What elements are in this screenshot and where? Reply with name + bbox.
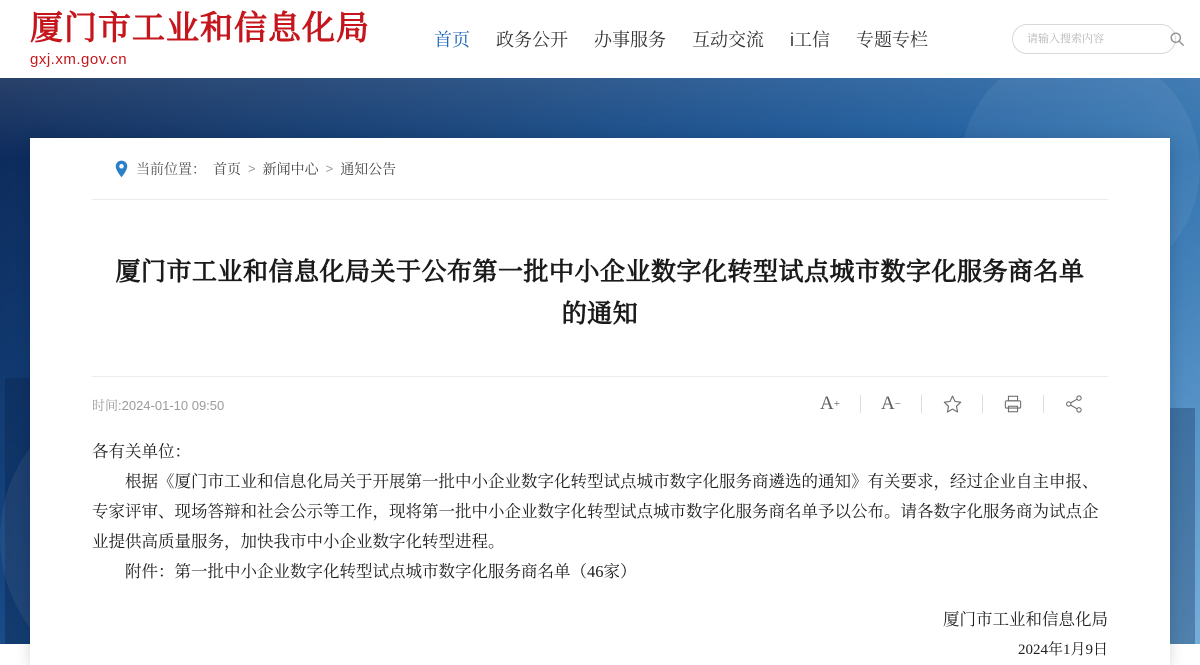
nav-item-interaction[interactable]: 互动交流 bbox=[692, 30, 764, 50]
breadcrumb-label: 当前位置： bbox=[136, 160, 206, 177]
article-toolbar bbox=[806, 391, 1098, 417]
toolbar-divider-1 bbox=[860, 395, 861, 413]
font-increase-button[interactable] bbox=[806, 391, 854, 417]
page-title: 厦门市工业和信息化局关于公布第一批中小企业数字化转型试点城市数字化服务商名单的通知 bbox=[115, 259, 1085, 328]
toolbar-divider-3 bbox=[982, 395, 983, 413]
font-increase-label: A bbox=[820, 393, 834, 414]
breadcrumb bbox=[92, 138, 1108, 200]
article-meta-row bbox=[92, 376, 1108, 431]
search-input[interactable] bbox=[1027, 33, 1169, 45]
breadcrumb-separator-1: > bbox=[248, 161, 256, 176]
breadcrumb-item-announcements[interactable]: 通知公告 bbox=[340, 160, 397, 177]
article-signature-block bbox=[92, 587, 1108, 665]
printer-icon bbox=[1003, 394, 1023, 414]
logo-domain: gxj.xm.gov.cn bbox=[30, 51, 128, 68]
nav-item-home[interactable]: 首页 bbox=[434, 30, 470, 50]
article-paragraph-1: 根据《厦门市工业和信息化局关于开展第一批中小企业数字化转型试点城市数字化服务商遴选的通知》有关要求，经过企业自主申报、专家评审、现场答辩和社会公示等工作，现将第一批中小企业数字化转型试点城市数字化服务商名单予以公布。请各数字化服务商为试点企业提供高质量服务，加快我市中小企业数字化转型进程。 bbox=[92, 472, 1099, 551]
signature-date: 2024年1月9日 bbox=[1017, 642, 1108, 658]
article-body bbox=[92, 431, 1108, 587]
salutation: 各有关单位： bbox=[92, 442, 191, 461]
search-icon[interactable] bbox=[1169, 31, 1185, 47]
breadcrumb-separator-2: > bbox=[325, 161, 334, 176]
article-card bbox=[30, 138, 1170, 665]
page-banner bbox=[0, 78, 1200, 658]
main-nav bbox=[434, 26, 1012, 52]
breadcrumb-item-news-center[interactable]: 新闻中心 bbox=[262, 160, 319, 177]
favorite-button[interactable] bbox=[928, 391, 976, 417]
breadcrumb-item-home[interactable]: 首页 bbox=[213, 160, 241, 177]
nav-item-special-topics[interactable]: 专题专栏 bbox=[856, 30, 928, 50]
logo-title: 厦门市工业和信息化局 bbox=[30, 11, 370, 47]
site-logo[interactable] bbox=[30, 10, 422, 68]
location-pin-icon bbox=[114, 160, 129, 178]
nav-item-government-affairs[interactable]: 政务公开 bbox=[496, 30, 568, 50]
font-decrease-label: A bbox=[881, 393, 895, 414]
print-button[interactable] bbox=[989, 391, 1037, 417]
toolbar-divider-4 bbox=[1043, 395, 1044, 413]
font-decrease-button[interactable] bbox=[867, 391, 915, 417]
nav-item-services[interactable]: 办事服务 bbox=[594, 30, 666, 50]
share-button[interactable] bbox=[1050, 391, 1098, 417]
publish-time: 时间:2024-01-10 09:50 bbox=[92, 397, 225, 413]
share-icon bbox=[1064, 394, 1084, 414]
font-decrease-sup: − bbox=[894, 398, 901, 410]
font-increase-sup: + bbox=[833, 398, 840, 410]
toolbar-divider-2 bbox=[921, 395, 922, 413]
star-icon bbox=[942, 394, 963, 415]
nav-item-igongxin[interactable]: i工信 bbox=[790, 30, 830, 50]
signature-org: 厦门市工业和信息化局 bbox=[943, 610, 1108, 629]
article-attachment-line: 附件：第一批中小企业数字化转型试点城市数字化服务商名单（46家） bbox=[125, 562, 637, 581]
